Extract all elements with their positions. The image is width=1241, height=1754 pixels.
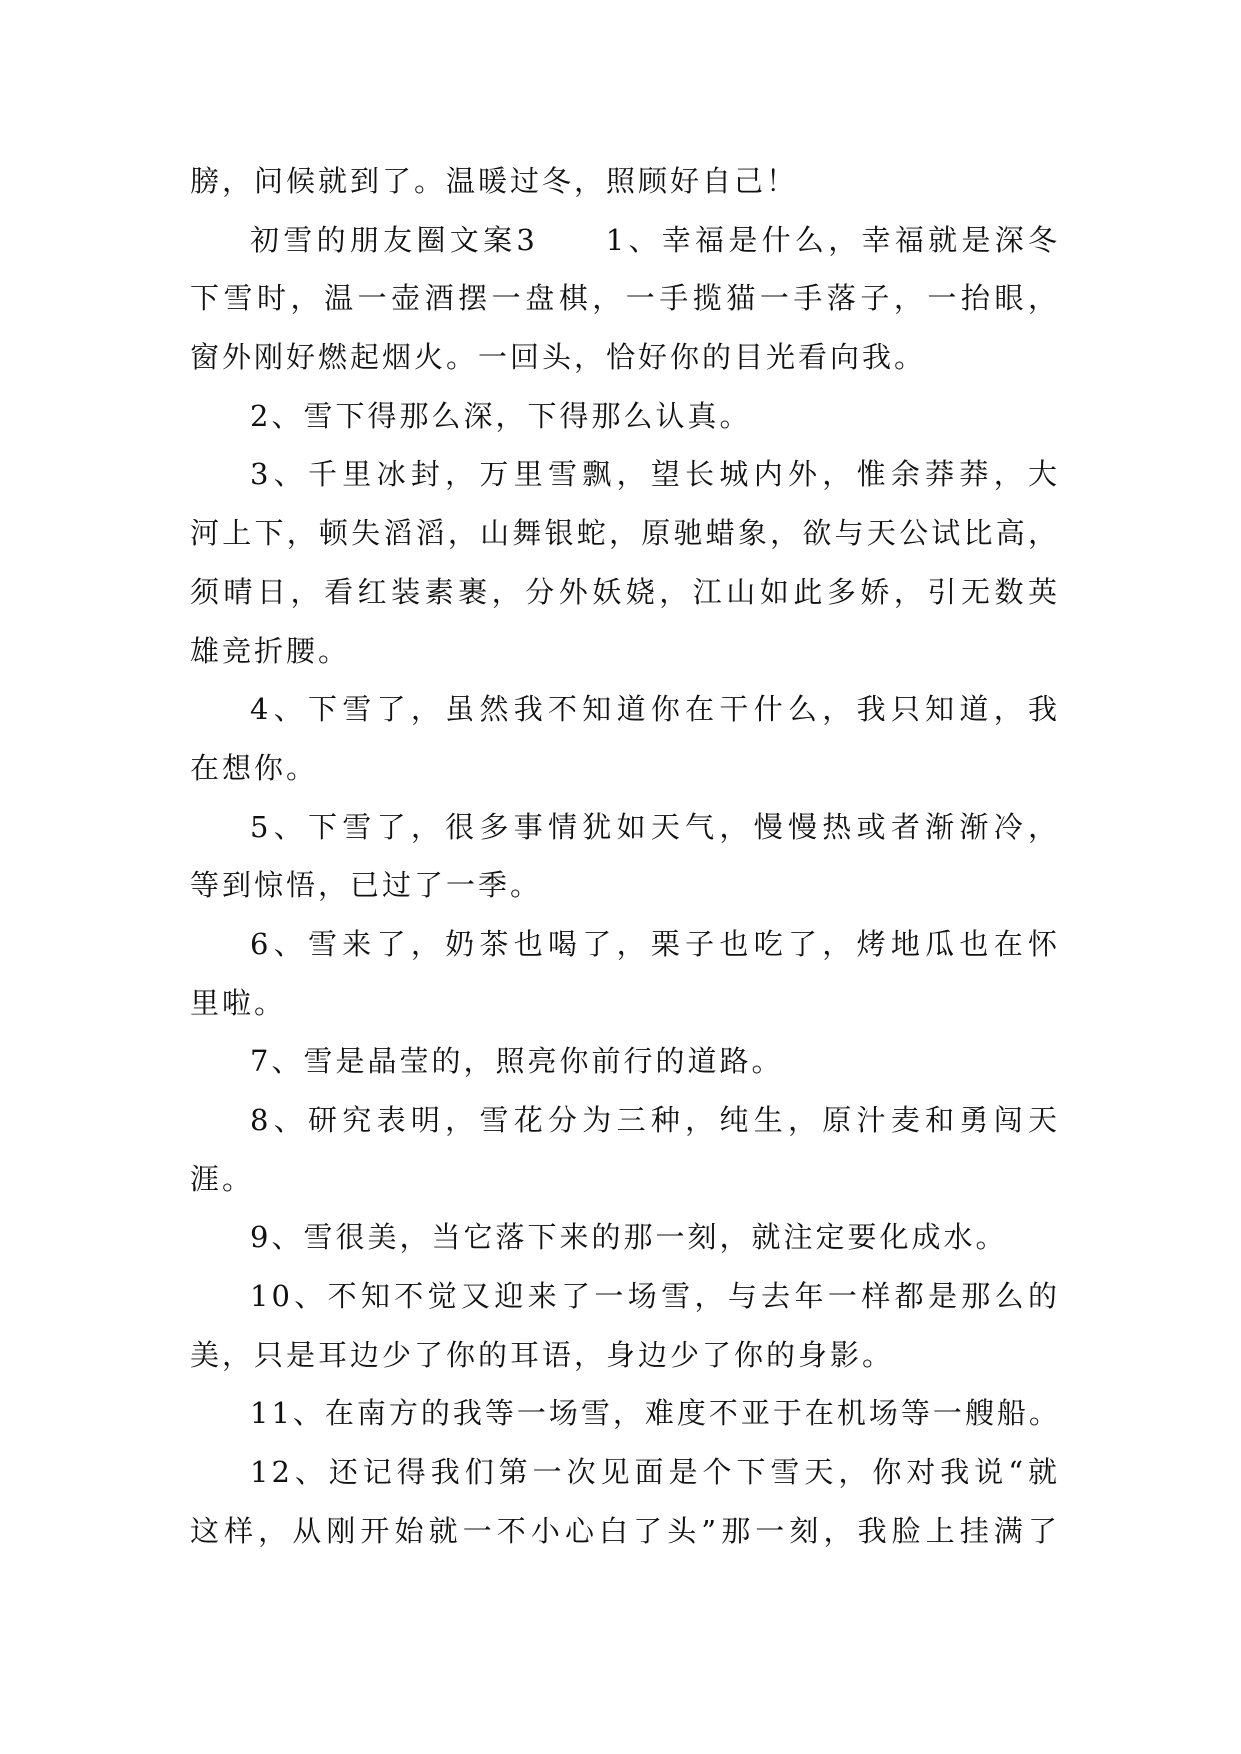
text-line: 5、下雪了，很多事情犹如天气，慢慢热或者渐渐冷， — [250, 809, 1060, 844]
text-line: 下雪时，温一壶酒摆一盘棋，一手揽猫一手落子，一抬眼， — [190, 281, 1060, 316]
text-line: 雄竞折腰。 — [190, 633, 351, 668]
text-line: 7、雪是晶莹的，照亮你前行的道路。 — [250, 1044, 784, 1079]
text-line: 初雪的朋友圈文案3 1、幸福是什么，幸福就是深冬 — [250, 222, 1060, 257]
text-line: 河上下，顿失滔滔，山舞银蛇，原驰蜡象，欲与天公试比高， — [190, 516, 1060, 551]
text-line: 美，只是耳边少了你的耳语，身边少了你的身影。 — [190, 1337, 895, 1372]
document-body — [190, 152, 1060, 1561]
text-line: 里啦。 — [190, 985, 287, 1020]
text-line: 涯。 — [190, 1161, 255, 1196]
text-line: 6、雪来了，奶茶也喝了，栗子也吃了，烤地瓜也在怀 — [250, 926, 1060, 961]
text-line: 2、雪下得那么深，下得那么认真。 — [250, 398, 752, 433]
text-line: 3、千里冰封，万里雪飘，望长城内外，惟余莽莽，大 — [250, 457, 1060, 492]
text-line: 9、雪很美，当它落下来的那一刻，就注定要化成水。 — [250, 1220, 1008, 1255]
text-line: 在想你。 — [190, 750, 319, 785]
text-line: 10、不知不觉又迎来了一场雪，与去年一样都是那么的 — [250, 1279, 1060, 1314]
text-line: 等到惊悟，已过了一季。 — [190, 868, 543, 903]
text-line: 11、在南方的我等一场雪，难度不亚于在机场等一艘船。 — [250, 1396, 1061, 1431]
text-line: 膀，问候就到了。温暖过冬，照顾好自己！ — [190, 164, 799, 198]
text-line: 这样，从刚开始就一不小心白了头”那一刻，我脸上挂满了 — [190, 1513, 1060, 1548]
text-line: 4、下雪了，虽然我不知道你在干什么，我只知道，我 — [250, 692, 1060, 727]
text-line: 12、还记得我们第一次见面是个下雪天，你对我说“就 — [250, 1455, 1060, 1490]
text-line: 窗外刚好燃起烟火。一回头，恰好你的目光看向我。 — [190, 340, 927, 375]
text-line: 8、研究表明，雪花分为三种，纯生，原汁麦和勇闯天 — [250, 1103, 1060, 1137]
text-line: 须晴日，看红装素裹，分外妖娆，江山如此多娇，引无数英 — [190, 574, 1060, 609]
